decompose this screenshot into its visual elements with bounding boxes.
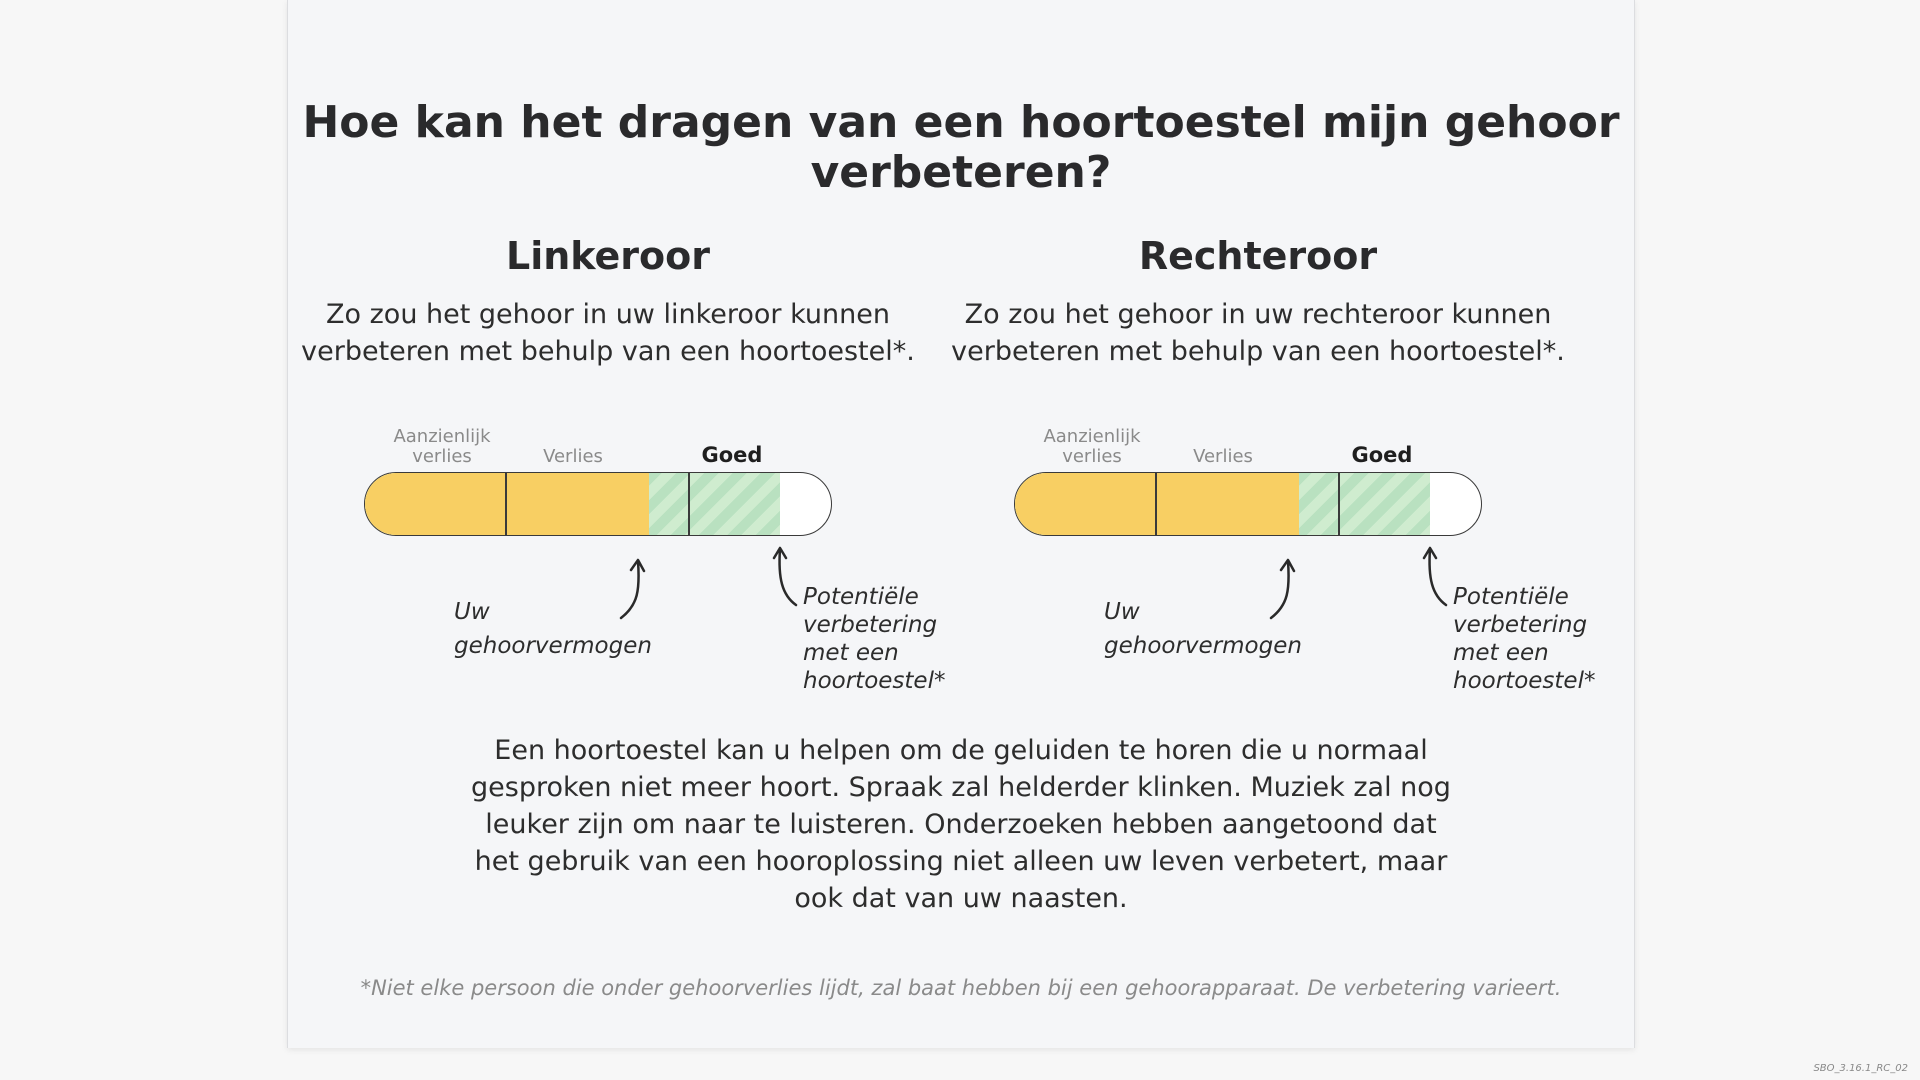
label-good: Goed [701, 443, 763, 467]
page-title: Hoe kan het dragen van een hoortoestel mijn gehoor verbeteren? [302, 97, 1620, 198]
current-hearing-fill [365, 473, 649, 535]
footnote: *Niet elke persoon die onder gehoorverlies lijdt, zal baat hebben bij een gehoorapparaat. De verbetering varieert. [360, 976, 1562, 1000]
right-ear-section [938, 230, 1578, 370]
label-severe-loss: Aanzienlijk verlies [393, 426, 491, 467]
hearing-bar [1014, 472, 1482, 536]
bar-divider [1155, 473, 1157, 535]
potential-arrow-icon [772, 543, 802, 613]
annotation-current-hearing: Uw gehoorvermogen [454, 599, 652, 659]
hearing-bar [364, 472, 832, 536]
annotation-potential-improvement: Potentiële verbetering met een hoortoestel* [803, 584, 946, 694]
bar-divider [688, 473, 690, 535]
label-loss: Verlies [1193, 446, 1253, 467]
label-loss: Verlies [543, 446, 603, 467]
left-ear-section [288, 230, 928, 370]
right-ear-title: Rechteroor [1138, 234, 1378, 278]
annotation-potential-improvement: Potentiële verbetering met een hoortoestel* [1453, 584, 1596, 694]
bar-divider [1338, 473, 1340, 535]
content-card [287, 0, 1635, 1048]
bar-divider [505, 473, 507, 535]
right-hearing-meter [938, 425, 1596, 695]
left-ear-description: Zo zou het gehoor in uw linkeroor kunnen verbeteren met behulp van een hoortoestel*. [301, 299, 915, 367]
left-hearing-meter [288, 425, 946, 695]
document-code: SBO_3.16.1_RC_02 [1813, 1063, 1908, 1074]
current-hearing-fill [1015, 473, 1299, 535]
right-ear-description: Zo zou het gehoor in uw rechteroor kunnen verbeteren met behulp van een hoortoestel*. [951, 299, 1565, 367]
potential-arrow-icon [1422, 543, 1452, 613]
label-severe-loss: Aanzienlijk verlies [1043, 426, 1141, 467]
explanation-text: Een hoortoestel kan u helpen om de geluiden te horen die u normaal gesproken niet meer hoort. Spraak zal helderder klinken. Muziek zal nog leuker zijn om naar te luisteren. Onderzoeken hebben aangetoond dat het gebruik van een hooroplossing niet alleen uw leven verbetert, maar ook dat van uw naasten. [471, 735, 1451, 914]
label-good: Goed [1351, 443, 1413, 467]
left-ear-title: Linkeroor [505, 234, 710, 278]
annotation-current-hearing: Uw gehoorvermogen [1104, 599, 1302, 659]
